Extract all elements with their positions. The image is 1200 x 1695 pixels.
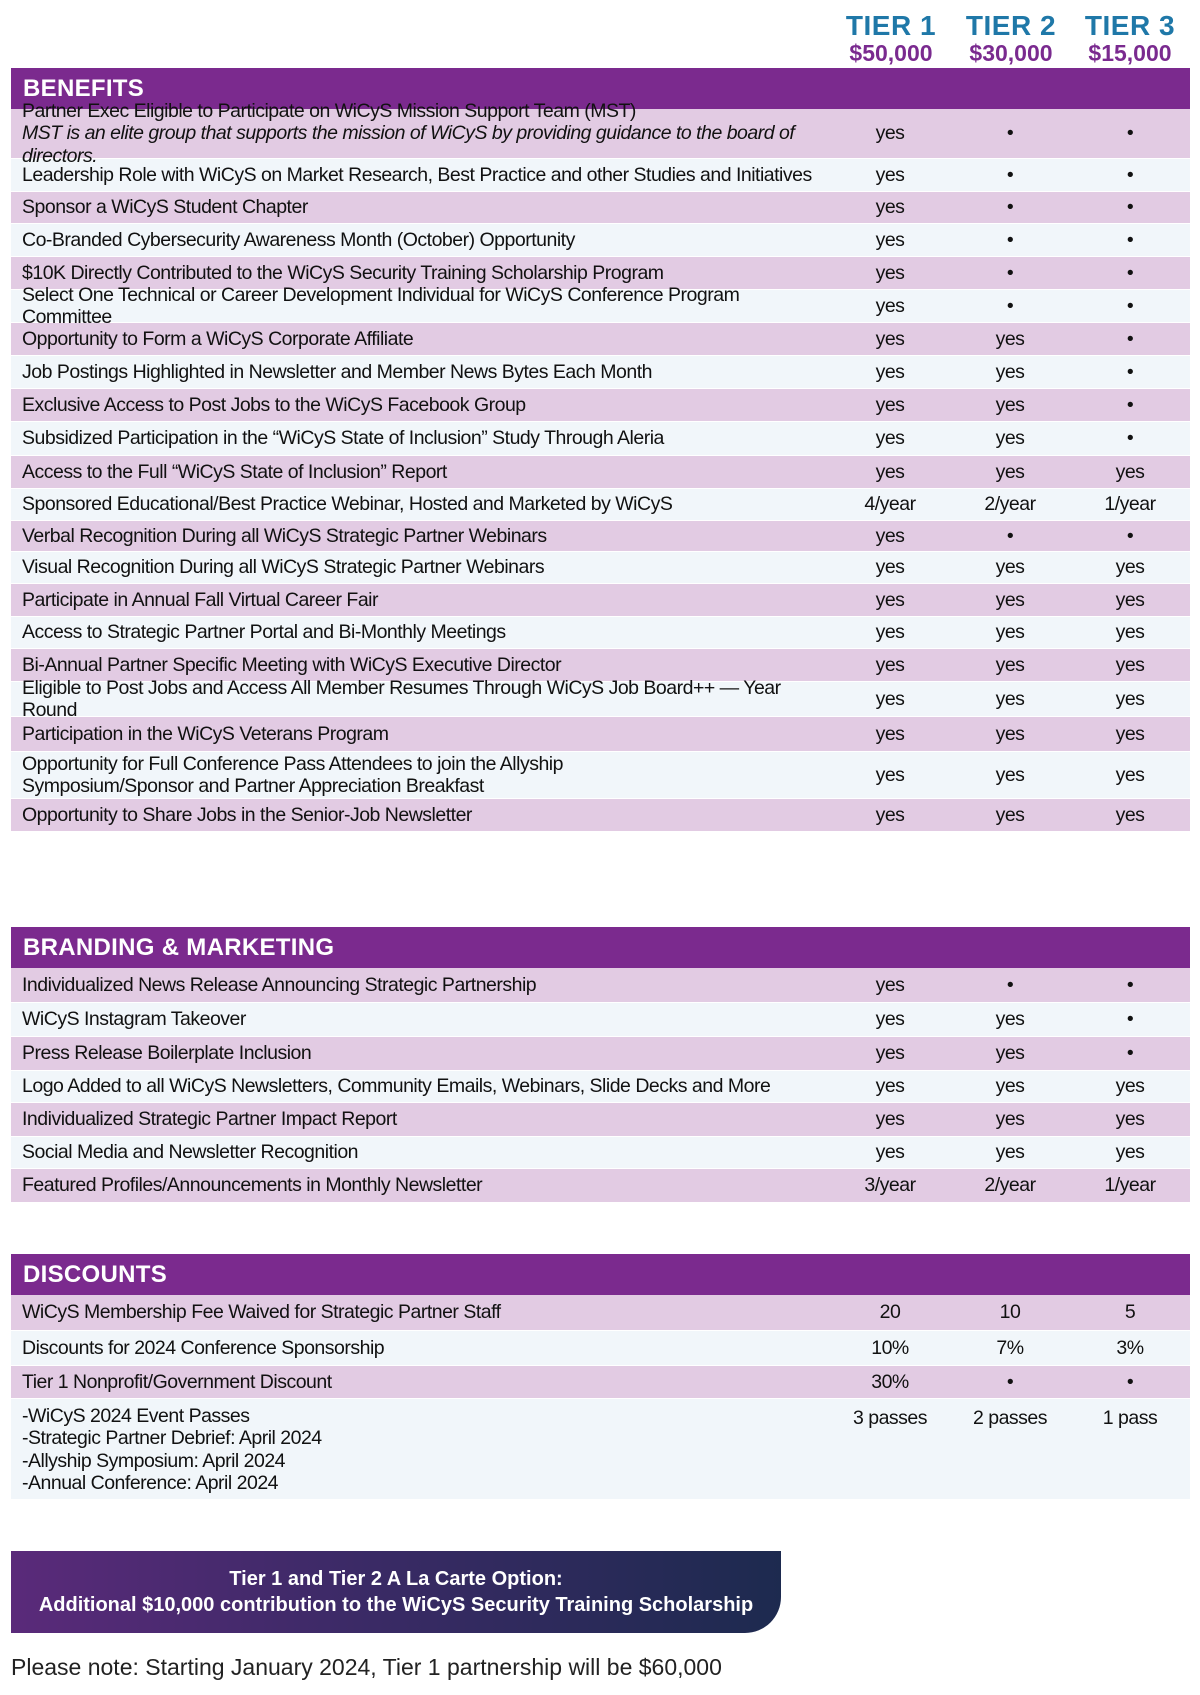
row-label (11, 525, 830, 547)
tier-2-value: 7% (996, 1336, 1024, 1359)
row-label-line: Partner Exec Eligible to Participate on WiCyS Mission Support Team (MST) (22, 99, 636, 122)
row-label-line: Co-Branded Cybersecurity Awareness Month (October) Opportunity (22, 228, 575, 251)
benefits-row (11, 799, 1190, 832)
tier-3-value: yes (1115, 722, 1145, 745)
tier-3-value: yes (1115, 1141, 1145, 1163)
tier-3-value: yes (1115, 803, 1145, 826)
tier-1-value: yes (875, 1108, 905, 1130)
row-label (11, 100, 830, 167)
tier-2-value: • (1006, 196, 1014, 218)
tier-1-value: yes (875, 653, 905, 676)
tier-3-header (1065, 12, 1195, 65)
row-label-line: Leadership Role with WiCyS on Market Research, Best Practice and other Studies and Initiatives (22, 163, 812, 186)
tier-3-value: • (1126, 327, 1134, 350)
tier-1-name: TIER 1 (845, 10, 937, 41)
row-label-line: Bi-Annual Partner Specific Meeting with WiCyS Executive Director (22, 653, 562, 676)
row-label-line: Tier 1 Nonprofit/Government Discount (22, 1370, 332, 1393)
discounts-row (11, 1366, 1190, 1399)
row-label-line: Exclusive Access to Post Jobs to the WiCyS Facebook Group (22, 393, 526, 416)
tier-3-value: yes (1115, 588, 1145, 611)
row-label-line: Individualized News Release Announcing Strategic Partnership (22, 973, 537, 996)
row-label (11, 1075, 830, 1097)
tier-3-value: • (1126, 294, 1134, 317)
benefits-row (11, 617, 1190, 649)
tier-2-value: 2 passes (972, 1407, 1048, 1429)
row-label (11, 394, 830, 416)
benefits-row (11, 192, 1190, 224)
row-label (11, 427, 830, 449)
tier-1-value: yes (875, 763, 905, 786)
tier-1-value: yes (875, 393, 905, 416)
section-header-benefits: BENEFITS (11, 68, 1190, 109)
row-label-line: -Annual Conference: April 2024 (22, 1472, 279, 1495)
tier-3-value: • (1126, 360, 1134, 383)
tier-3-value: • (1126, 1008, 1134, 1030)
tier-2-value: yes (995, 763, 1025, 786)
row-label-line: Social Media and Newsletter Recognition (22, 1141, 359, 1164)
banner-line-2: Additional $10,000 contribution to the WiCyS Security Training Scholarship (38, 1594, 754, 1616)
tier-2-value: yes (995, 588, 1025, 611)
row-label-line: Discounts for 2024 Conference Sponsorship (22, 1336, 385, 1359)
row-label-line: Verbal Recognition During all WiCyS Strategic Partner Webinars (22, 524, 547, 547)
row-label-line: Participation in the WiCyS Veterans Program (22, 722, 389, 745)
tier-2-value: yes (995, 1042, 1025, 1064)
row-label-line: Sponsor a WiCyS Student Chapter (22, 196, 308, 219)
row-label (11, 677, 830, 722)
tier-3-value: • (1126, 973, 1134, 996)
row-label (11, 361, 830, 383)
section-header-discounts: DISCOUNTS (11, 1254, 1190, 1295)
row-label (11, 328, 830, 350)
row-label-line: Opportunity to Form a WiCyS Corporate Affiliate (22, 327, 414, 350)
row-sublabel: MST is an elite group that supports the mission of WiCyS by providing guidance to the board of directors. (22, 122, 795, 167)
tier-2-value: yes (995, 1108, 1025, 1130)
tier-2-value: • (1006, 261, 1014, 284)
tier-3-value: yes (1115, 556, 1145, 578)
row-label-line: Visual Recognition During all WiCyS Strategic Partner Webinars (22, 556, 545, 579)
row-label-line: Featured Profiles/Announcements in Monthly Newsletter (22, 1174, 483, 1197)
tier-3-value: 1/year (1104, 1174, 1156, 1196)
benefits-row (11, 456, 1190, 489)
benefits-row (11, 752, 1190, 799)
tier-2-value: yes (995, 360, 1025, 383)
a-la-carte-banner (11, 1551, 781, 1633)
row-label-line: -Allyship Symposium: April 2024 (22, 1449, 286, 1472)
tier-3-value: • (1126, 524, 1134, 547)
benefits-row (11, 323, 1190, 356)
tier-2-price: $30,000 (969, 40, 1053, 66)
row-label-line: -Strategic Partner Debrief: April 2024 (22, 1427, 322, 1450)
tier-2-header (946, 12, 1076, 65)
branding-row (11, 1071, 1190, 1103)
row-label-line: Individualized Strategic Partner Impact Report (22, 1108, 397, 1131)
tier-2-value: yes (995, 653, 1025, 676)
tier-1-value: yes (875, 722, 905, 745)
tier-2-value: yes (995, 460, 1025, 483)
tier-1-value: yes (875, 196, 905, 218)
section-header-branding: BRANDING & MARKETING (11, 927, 1190, 968)
row-label (11, 1141, 830, 1163)
benefits-row (11, 489, 1190, 521)
row-label (11, 164, 830, 186)
tier-2-value: • (1006, 122, 1014, 144)
tier-1-value: yes (875, 621, 905, 643)
row-label-line: WiCyS Membership Fee Waived for Strategic Partner Staff (22, 1301, 501, 1324)
tier-3-price: $15,000 (1088, 40, 1172, 66)
benefits-row (11, 224, 1190, 257)
discounts-row (11, 1295, 1190, 1331)
tier-2-value: yes (995, 393, 1025, 416)
tier-1-value: 10% (871, 1336, 909, 1359)
tier-2-value: 10 (999, 1301, 1021, 1323)
tier-2-value: yes (995, 803, 1025, 826)
tier-2-value: 2/year (984, 493, 1036, 515)
tier-3-value: yes (1115, 687, 1145, 710)
row-label-line: Eligible to Post Jobs and Access All Member Resumes Through WiCyS Job Board++ — Year Round (22, 676, 781, 721)
row-label (11, 284, 830, 329)
tier-3-value: yes (1115, 763, 1145, 786)
tier-2-value: • (1006, 973, 1014, 996)
tier-3-value: yes (1115, 653, 1145, 676)
row-label (11, 262, 830, 284)
tier-3-value: yes (1115, 460, 1145, 483)
tier-1-value: yes (875, 228, 905, 251)
branding-marketing-section (11, 927, 1190, 1203)
branding-row (11, 1103, 1190, 1137)
row-label-line: Job Postings Highlighted in Newsletter and Member News Bytes Each Month (22, 360, 652, 383)
benefits-row (11, 676, 1190, 721)
tier-1-value: yes (875, 122, 905, 144)
tier-3-value: 1 pass (1102, 1407, 1158, 1429)
tier-2-value: • (1006, 294, 1014, 317)
tier-1-value: yes (875, 687, 905, 710)
tier-2-name: TIER 2 (965, 10, 1057, 41)
benefits-row (11, 356, 1190, 389)
tier-3-value: • (1126, 427, 1134, 449)
tier-1-value: yes (875, 294, 905, 317)
row-label (11, 493, 830, 515)
row-label (11, 1301, 830, 1323)
discounts-row (11, 1399, 1190, 1500)
tier-1-value: 20 (879, 1301, 901, 1323)
row-label-line: WiCyS Instagram Takeover (22, 1008, 246, 1031)
row-label (11, 753, 830, 798)
tier-1-value: yes (875, 588, 905, 611)
row-label-line: Logo Added to all WiCyS Newsletters, Community Emails, Webinars, Slide Decks and More (22, 1075, 771, 1098)
benefits-row (11, 99, 1190, 167)
tier-2-value: yes (995, 1008, 1025, 1030)
branding-row (11, 968, 1190, 1003)
tier-1-value: yes (875, 1008, 905, 1030)
row-label-line: -WiCyS 2024 Event Passes (22, 1405, 250, 1427)
row-label-line: Select One Technical or Career Development Individual for WiCyS Conference Program Committee (22, 283, 740, 328)
tier-1-value: yes (875, 360, 905, 383)
tier-3-value: 1/year (1104, 493, 1156, 515)
tier-1-value: yes (875, 427, 905, 449)
tier-3-value: yes (1115, 1075, 1145, 1097)
tier-2-value: • (1006, 1370, 1014, 1393)
row-label-line: Access to the Full “WiCyS State of Inclusion” Report (22, 460, 447, 483)
branding-row (11, 1137, 1190, 1169)
row-label (11, 974, 830, 996)
row-label-line: $10K Directly Contributed to the WiCyS Security Training Scholarship Program (22, 261, 664, 284)
discounts-row (11, 1331, 1190, 1366)
tier-3-value: • (1126, 196, 1134, 218)
row-label (11, 723, 830, 745)
tier-3-value: • (1126, 1370, 1134, 1393)
tier-2-value: • (1006, 524, 1014, 547)
row-label-line: Symposium/Sponsor and Partner Appreciation Breakfast (22, 775, 484, 797)
row-label (11, 1042, 830, 1064)
tier-1-value: yes (875, 1141, 905, 1163)
tier-2-value: yes (995, 1141, 1025, 1163)
tier-3-value: • (1126, 122, 1134, 144)
banner-line-1: Tier 1 and Tier 2 A La Carte Option: (229, 1568, 563, 1590)
tier-3-value: • (1126, 228, 1134, 251)
row-label-line: Opportunity for Full Conference Pass Attendees to join the Allyship (22, 752, 563, 775)
tier-1-value: yes (875, 556, 905, 578)
row-label-line: Sponsored Educational/Best Practice Webinar, Hosted and Marketed by WiCyS (22, 493, 673, 516)
tier-2-value: • (1006, 163, 1014, 186)
tier-1-value: 3/year (864, 1174, 916, 1196)
tier-3-value: • (1126, 261, 1134, 284)
row-label (11, 196, 830, 218)
tier-1-value: yes (875, 163, 905, 186)
tier-2-value: yes (995, 1075, 1025, 1097)
tier-1-value: yes (875, 261, 905, 284)
row-label (11, 1371, 830, 1393)
tier-2-value: yes (995, 687, 1025, 710)
tier-3-value: • (1126, 1042, 1134, 1064)
tier-1-value: yes (875, 524, 905, 547)
tier-1-header (826, 12, 956, 65)
tier-3-value: yes (1115, 621, 1145, 643)
tier-2-value: yes (995, 556, 1025, 578)
row-label (11, 621, 830, 643)
row-label (11, 461, 830, 483)
discounts-section (11, 1254, 1190, 1500)
tier-1-value: 30% (871, 1370, 909, 1393)
tier-1-value: yes (875, 327, 905, 350)
row-label-line: Subsidized Participation in the “WiCyS State of Inclusion” Study Through Aleria (22, 427, 664, 450)
row-label (11, 1405, 830, 1495)
tier-2-value: yes (995, 621, 1025, 643)
tier-2-value: yes (995, 722, 1025, 745)
benefits-row (11, 521, 1190, 552)
tier-1-price: $50,000 (849, 40, 933, 66)
tier-3-value: yes (1115, 1108, 1145, 1130)
tier-3-value: • (1126, 163, 1134, 186)
branding-row (11, 1003, 1190, 1037)
row-label (11, 556, 830, 578)
benefits-row (11, 584, 1190, 617)
row-label-line: Press Release Boilerplate Inclusion (22, 1042, 312, 1065)
tier-2-value: yes (995, 327, 1025, 350)
benefits-row (11, 389, 1190, 422)
tier-1-value: yes (875, 803, 905, 826)
row-label (11, 1174, 830, 1196)
tier-1-value: yes (875, 460, 905, 483)
benefits-row (11, 159, 1190, 192)
tier-3-value: 5 (1124, 1301, 1136, 1323)
tier-2-value: yes (995, 427, 1025, 449)
row-label (11, 1108, 830, 1130)
row-label (11, 1008, 830, 1030)
branding-row (11, 1037, 1190, 1071)
tier-1-value: 3 passes (852, 1407, 928, 1429)
row-label (11, 804, 830, 826)
benefits-row (11, 283, 1190, 328)
row-label (11, 1337, 830, 1359)
row-label (11, 589, 830, 611)
benefits-section (11, 68, 1190, 832)
tier-3-name: TIER 3 (1084, 10, 1176, 41)
tier-1-value: 4/year (864, 493, 916, 515)
row-label (11, 229, 830, 251)
row-label-line: Participate in Annual Fall Virtual Career Fair (22, 588, 378, 611)
branding-row (11, 1169, 1190, 1203)
pricing-note: Please note: Starting January 2024, Tier 1 partnership will be $60,000 (11, 1654, 722, 1680)
tier-2-value: 2/year (984, 1174, 1036, 1196)
row-label-line: Opportunity to Share Jobs in the Senior-Job Newsletter (22, 803, 472, 826)
tier-3-value: 3% (1116, 1336, 1144, 1359)
tier-2-value: • (1006, 228, 1014, 251)
benefits-row (11, 422, 1190, 456)
benefits-row (11, 717, 1190, 752)
row-label-line: Access to Strategic Partner Portal and Bi-Monthly Meetings (22, 621, 506, 644)
tier-1-value: yes (875, 1075, 905, 1097)
tier-1-value: yes (875, 973, 905, 996)
tier-3-value: • (1126, 393, 1134, 416)
row-label (11, 654, 830, 676)
tier-1-value: yes (875, 1042, 905, 1064)
benefits-row (11, 552, 1190, 584)
